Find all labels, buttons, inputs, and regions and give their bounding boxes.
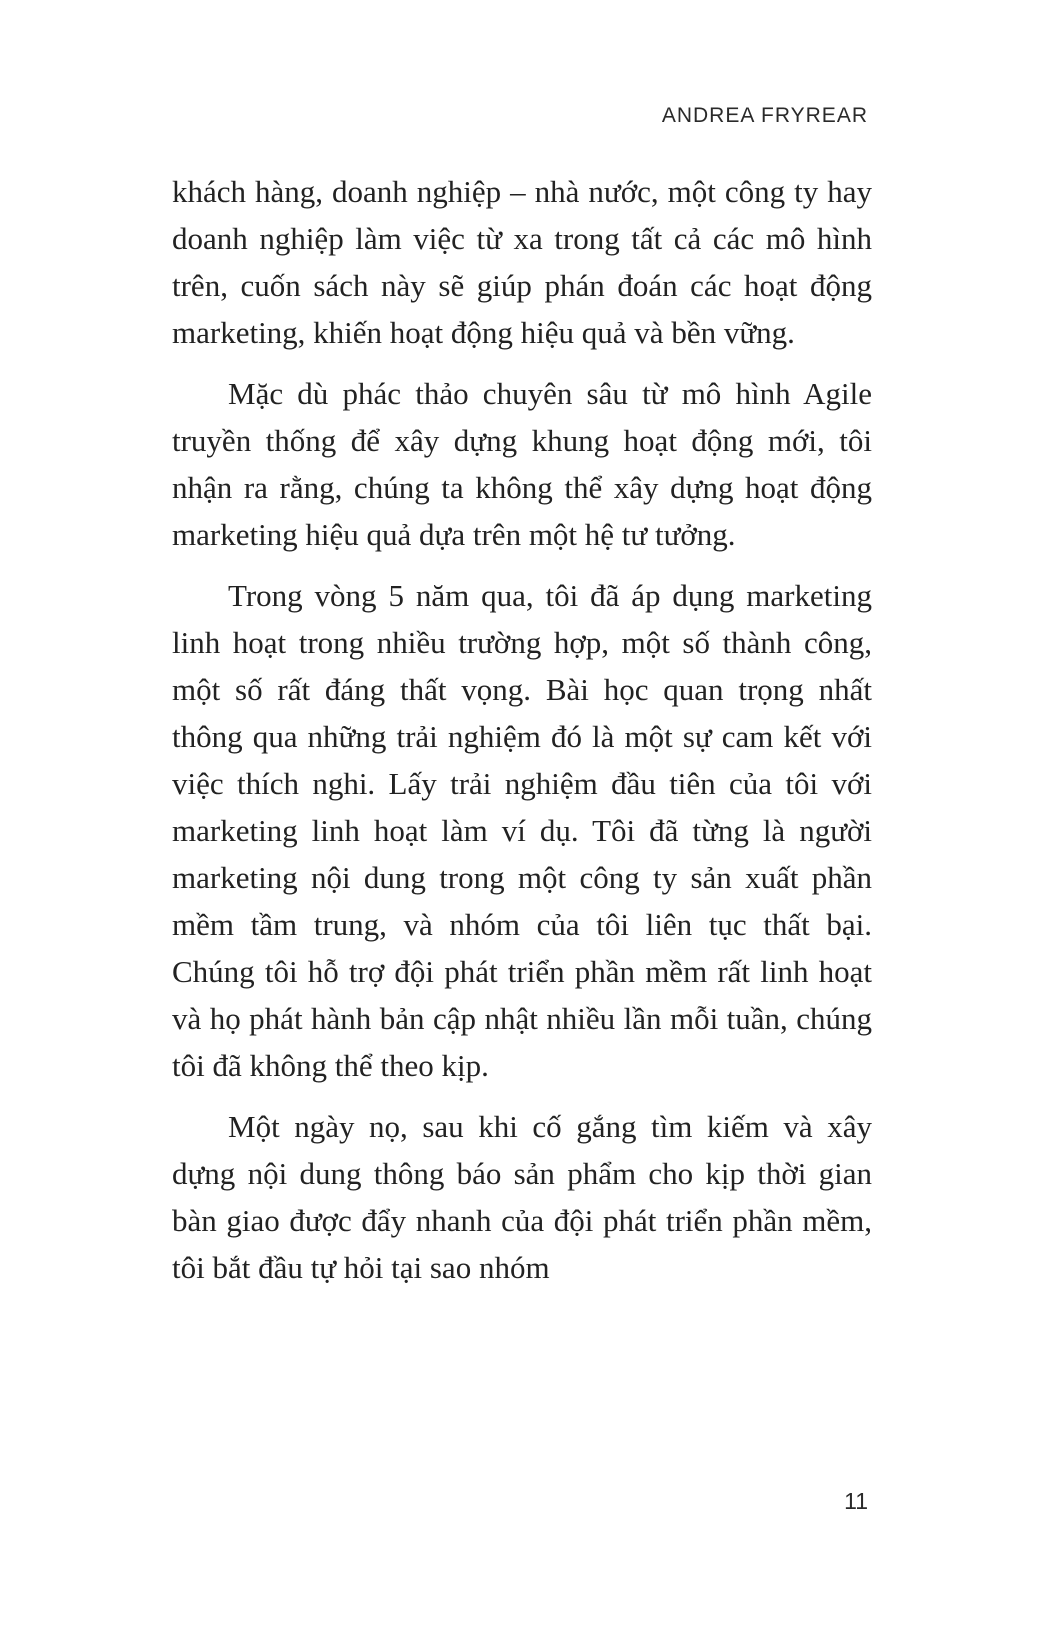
- paragraph-2: Mặc dù phác thảo chuyên sâu từ mô hình Agile truyền thống để xây dựng khung hoạt động mới, tôi nhận ra rằng, chúng ta không thể xây dựng hoạt động marketing hiệu quả dựa trên một hệ tư tưởng.: [172, 376, 872, 552]
- body-text: [172, 168, 872, 1305]
- paragraph-3: Trong vòng 5 năm qua, tôi đã áp dụng marketing linh hoạt trong nhiều trường hợp, một số thành công, một số rất đáng thất vọng. Bài học quan trọng nhất thông qua những trải nghiệm đó là một sự cam kết với việc thích nghi. Lấy trải nghiệm đầu tiên của tôi với marketing linh hoạt làm ví dụ. Tôi đã từng là người marketing nội dung trong một công ty sản xuất phần mềm tầm trung, và nhóm của tôi liên tục thất bại. Chúng tôi hỗ trợ đội phát triển phần mềm rất linh hoạt và họ phát hành bản cập nhật nhiều lần mỗi tuần, chúng tôi đã không thể theo kịp.: [172, 578, 872, 1083]
- running-header-author: ANDREA FRYREAR: [661, 104, 868, 127]
- paragraph-1: khách hàng, doanh nghiệp – nhà nước, một công ty hay doanh nghiệp làm việc từ xa trong tất cả các mô hình trên, cuốn sách này sẽ giúp phán đoán các hoạt động marketing, khiến hoạt động hiệu quả và bền vững.: [172, 174, 872, 350]
- paragraph-4: Một ngày nọ, sau khi cố gắng tìm kiếm và xây dựng nội dung thông báo sản phẩm cho kịp thời gian bàn giao được đẩy nhanh của đội phát triển phần mềm, tôi bắt đầu tự hỏi tại sao nhóm: [172, 1109, 872, 1285]
- page-number: 11: [844, 1488, 868, 1514]
